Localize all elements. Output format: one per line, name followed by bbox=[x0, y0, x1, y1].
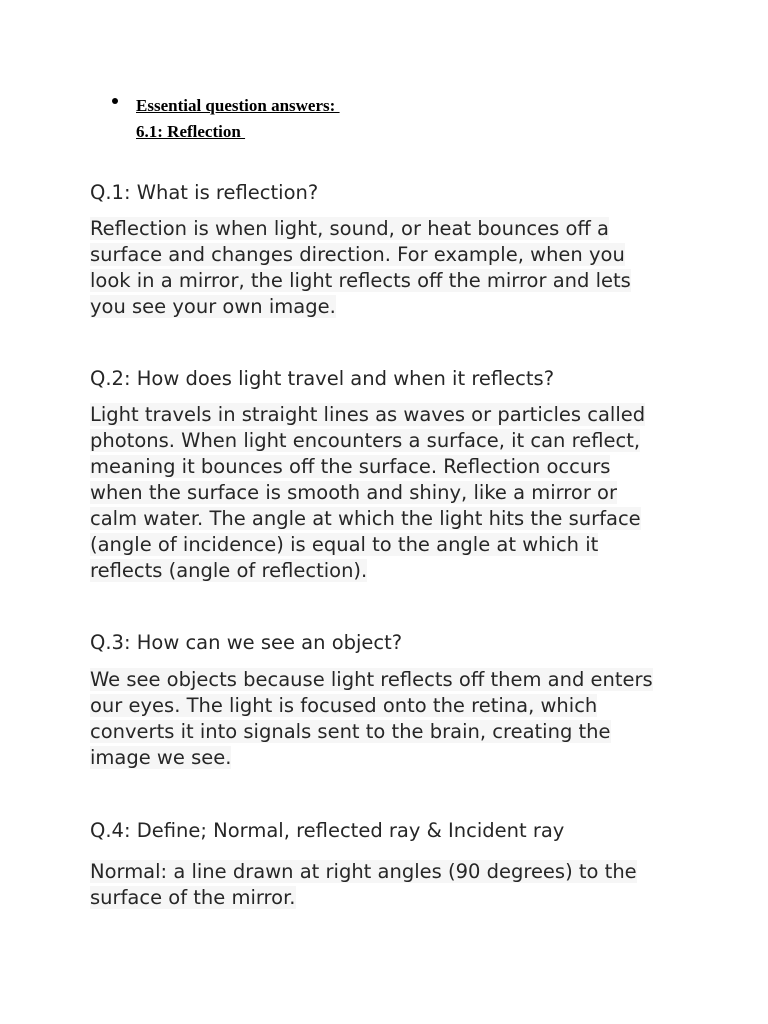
bullet-dot bbox=[112, 98, 118, 104]
answer-line: surface of the mirror. bbox=[90, 886, 296, 909]
heading-title: Essential question answers: bbox=[136, 96, 340, 115]
answer-line: our eyes. The light is focused onto the retina, which bbox=[90, 694, 598, 717]
heading-block bbox=[112, 93, 712, 145]
answer-2 bbox=[90, 402, 690, 584]
answer-line: Reflection is when light, sound, or heat bounces off a bbox=[90, 217, 609, 240]
answer-3 bbox=[90, 667, 690, 771]
heading-section: 6.1: Reflection bbox=[136, 122, 246, 141]
answer-line: look in a mirror, the light reflects off the mirror and lets bbox=[90, 269, 631, 292]
question-1: Q.1: What is reflection? bbox=[90, 181, 319, 204]
answer-line: meaning it bounces off the surface. Reflection occurs bbox=[90, 455, 611, 478]
answer-line: Normal: a line drawn at right angles (90 degrees) to the bbox=[90, 860, 637, 883]
answer-line: converts it into signals sent to the brain, creating the bbox=[90, 720, 611, 743]
answer-line: surface and changes direction. For example, when you bbox=[90, 243, 625, 266]
question-2: Q.2: How does light travel and when it reflects? bbox=[90, 367, 555, 390]
answer-line: reflects (angle of reflection). bbox=[90, 559, 368, 582]
answer-line: photons. When light encounters a surface, it can reflect, bbox=[90, 429, 641, 452]
answer-line: image we see. bbox=[90, 746, 232, 769]
answer-4 bbox=[90, 859, 690, 911]
answer-line: (angle of incidence) is equal to the angle at which it bbox=[90, 533, 599, 556]
answer-line: you see your own image. bbox=[90, 295, 336, 318]
answer-1 bbox=[90, 216, 690, 320]
answer-line: Light travels in straight lines as waves or particles called bbox=[90, 403, 646, 426]
answer-line: when the surface is smooth and shiny, like a mirror or bbox=[90, 481, 617, 504]
answer-line: We see objects because light reflects off them and enters bbox=[90, 668, 653, 691]
question-3: Q.3: How can we see an object? bbox=[90, 631, 403, 654]
question-4: Q.4: Define; Normal, reflected ray & Incident ray bbox=[90, 819, 565, 842]
answer-line: calm water. The angle at which the light hits the surface bbox=[90, 507, 641, 530]
